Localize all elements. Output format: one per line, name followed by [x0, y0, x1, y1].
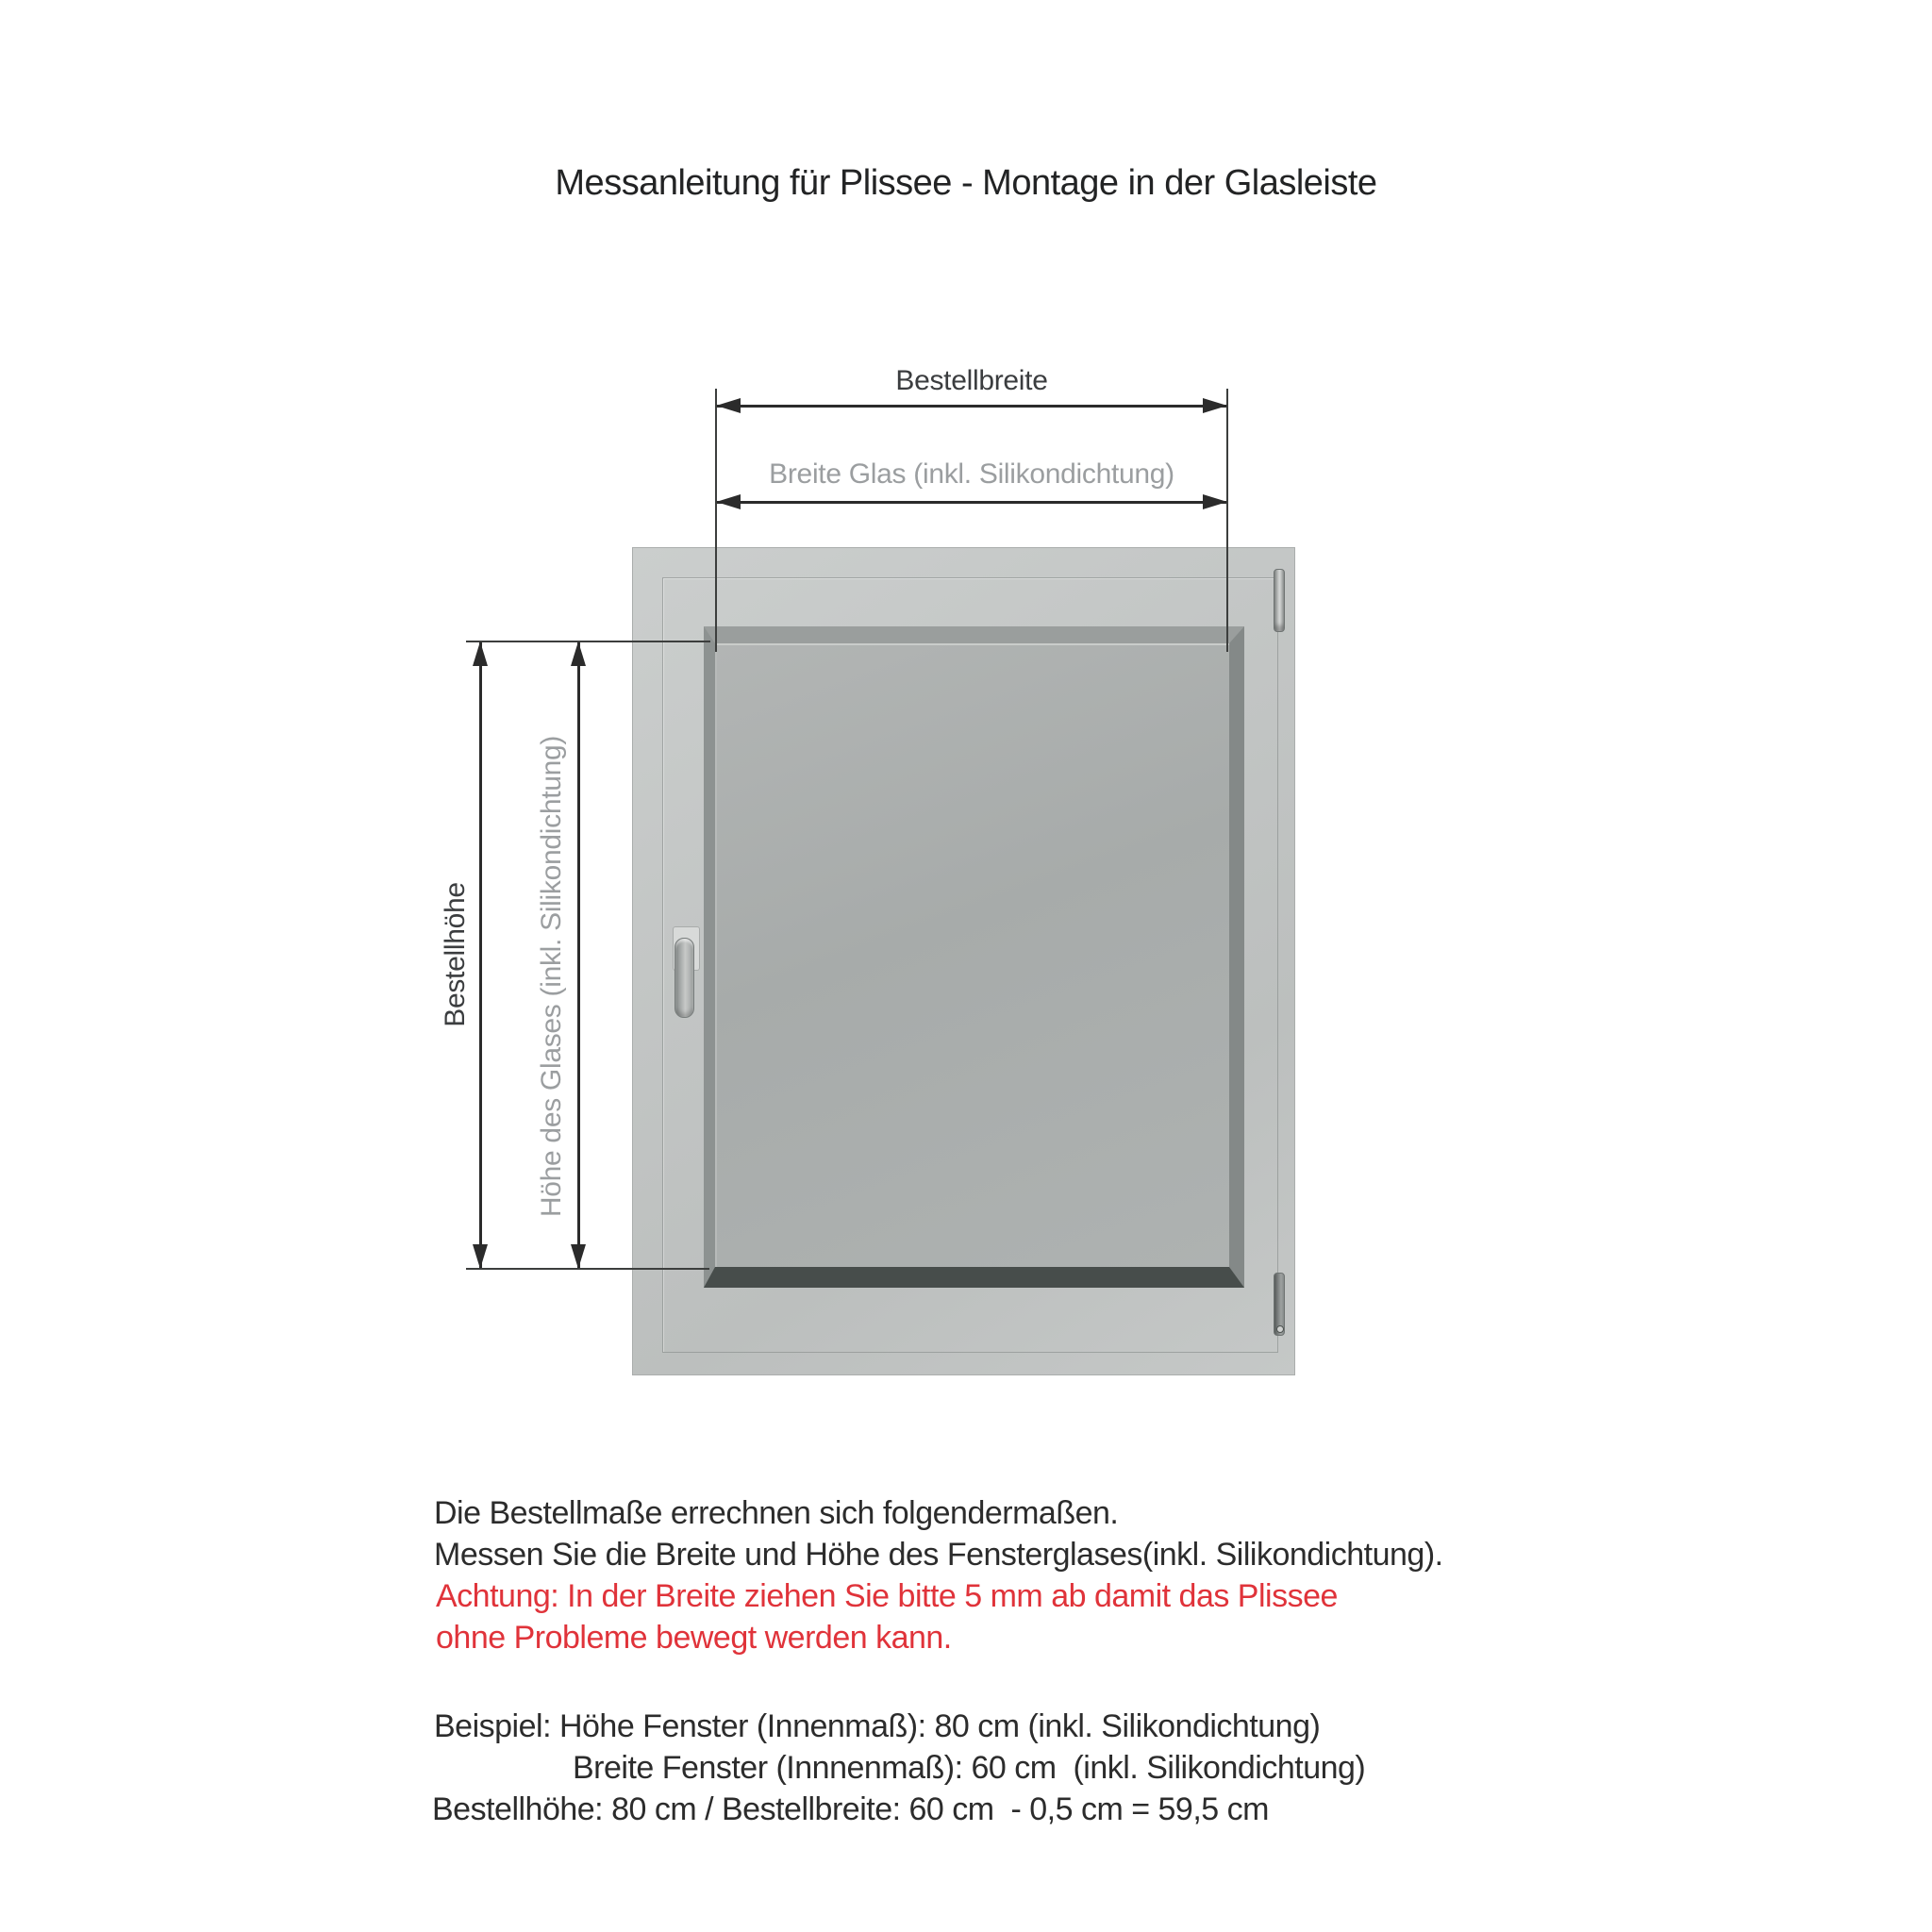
label-glass-width: Breite Glas (inkl. Silikondichtung) [769, 458, 1174, 490]
warning-line-2: ohne Probleme bewegt werden kann. [436, 1620, 952, 1656]
extension-line-right [1226, 389, 1228, 652]
window-hinge-bottom [1274, 1273, 1285, 1336]
arrowhead-down-icon [571, 1244, 586, 1269]
instruction-line-1: Die Bestellmaße errechnen sich folgendermaßen. [434, 1495, 1119, 1531]
arrowhead-up-icon [473, 641, 488, 666]
dimension-arrow-order-width [717, 405, 1226, 408]
arrowhead-right-icon [1203, 398, 1227, 413]
arrowhead-right-icon [1203, 494, 1227, 509]
label-order-width: Bestellbreite [895, 365, 1048, 396]
arrowhead-up-icon [571, 641, 586, 666]
dimension-arrow-glass-width [717, 501, 1226, 504]
extension-line-left [715, 389, 717, 652]
label-glass-height: Höhe des Glases (inkl. Silikondichtung) [536, 735, 567, 1218]
example-width-line: Breite Fenster (Innnenmaß): 60 cm (inkl. Silikondichtung) [573, 1750, 1366, 1786]
page-title: Messanleitung für Plissee - Montage in der Glasleiste [555, 163, 1377, 203]
label-order-height: Bestellhöhe [440, 882, 471, 1027]
tick-line-top [466, 641, 710, 642]
window-hinge-top [1274, 569, 1285, 632]
hinge-pin-icon [1276, 1325, 1284, 1333]
window-glass-with-bead [704, 626, 1244, 1288]
dimension-arrow-order-height [479, 642, 482, 1268]
example-height-line: Beispiel: Höhe Fenster (Innenmaß): 80 cm (inkl. Silikondichtung) [434, 1708, 1321, 1744]
arrowhead-left-icon [716, 494, 741, 509]
window-frame [632, 547, 1295, 1375]
tick-line-bottom [466, 1268, 709, 1270]
arrowhead-left-icon [716, 398, 741, 413]
instruction-line-2: Messen Sie die Breite und Höhe des Fensterglases(inkl. Silikondichtung). [434, 1537, 1443, 1573]
arrowhead-down-icon [473, 1244, 488, 1269]
window-handle-icon [675, 938, 694, 1018]
dimension-arrow-glass-height [577, 642, 580, 1268]
example-result-line: Bestellhöhe: 80 cm / Bestellbreite: 60 cm - 0,5 cm = 59,5 cm [432, 1791, 1269, 1827]
warning-line-1: Achtung: In der Breite ziehen Sie bitte 5 mm ab damit das Plissee [436, 1578, 1338, 1614]
